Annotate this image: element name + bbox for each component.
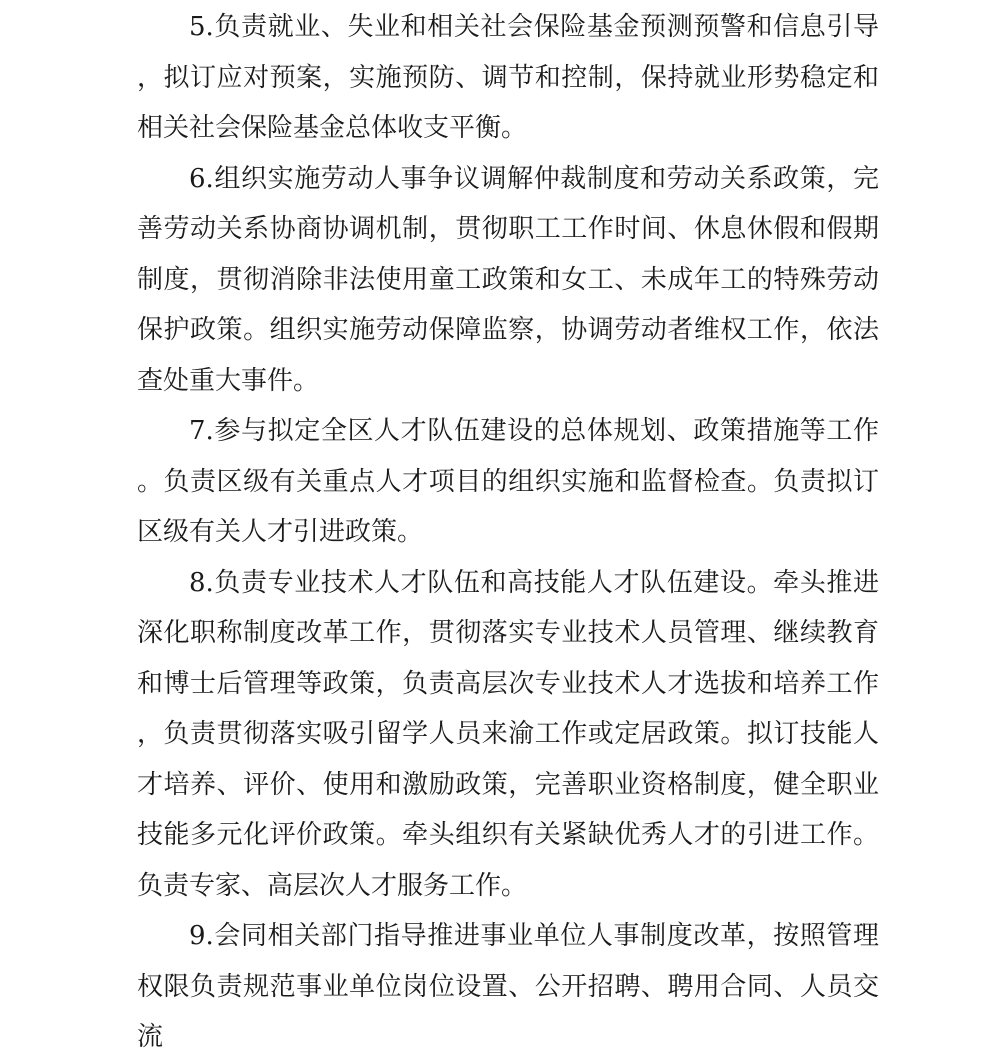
- paragraph-6: 6.组织实施劳动人事争议调解仲裁制度和劳动关系政策，完善劳动关系协商协调机制，贯彻职工工作时间、休息休假和假期制度，贯彻消除非法使用童工政策和女工、未成年工的特殊劳动保护政策。组织实施劳动保障监察，协调劳动者维权工作，依法查处重大事件。: [137, 163, 879, 396]
- paragraph-5: 5.负责就业、失业和相关社会保险基金预测预警和信息引导，拟订应对预案，实施预防、调节和控制，保持就业形势稳定和相关社会保险基金总体收支平衡。: [137, 12, 879, 143]
- paragraph-9: 9.会同相关部门指导推进事业单位人事制度改革，按照管理权限负责规范事业单位岗位设置、公开招聘、聘用合同、人员交流: [137, 921, 879, 1052]
- paragraph-7: 7.参与拟定全区人才队伍建设的总体规划、政策措施等工作。负责区级有关重点人才项目的组织实施和监督检查。负责拟订区级有关人才引进政策。: [137, 416, 879, 547]
- document-body: [137, 2, 879, 1063]
- paragraph-8: 8.负责专业技术人才队伍和高技能人才队伍建设。牵头推进深化职称制度改革工作，贯彻落实专业技术人员管理、继续教育和博士后管理等政策，负责高层次专业技术人才选拔和培养工作，负责贯彻落实吸引留学人员来渝工作或定居政策。拟订技能人才培养、评价、使用和激励政策，完善职业资格制度，健全职业技能多元化评价政策。牵头组织有关紧缺优秀人才的引进工作。负责专家、高层次人才服务工作。: [137, 567, 879, 901]
